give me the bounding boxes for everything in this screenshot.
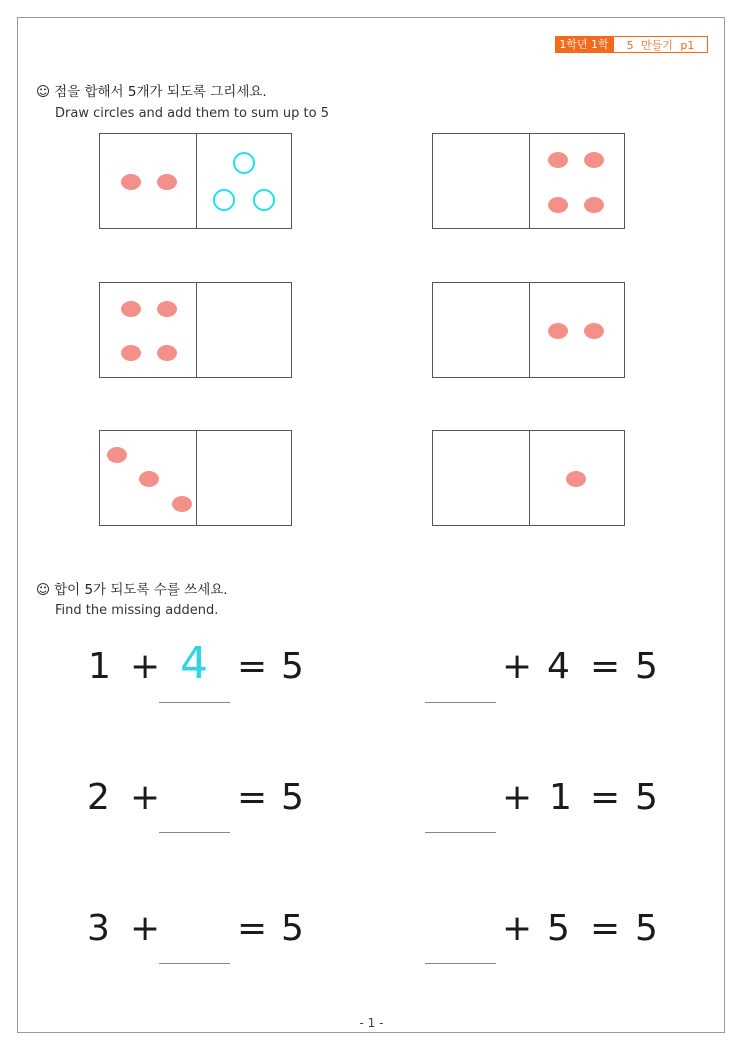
answer-blank[interactable] <box>425 832 496 833</box>
equals-sign: = <box>237 777 268 818</box>
domino-left-half <box>100 134 197 228</box>
dot <box>139 471 159 487</box>
worksheet-title: 5 만들기 p1 <box>613 36 708 53</box>
domino-6 <box>432 430 625 526</box>
domino-left-half <box>100 283 197 377</box>
dot <box>584 197 604 213</box>
dot <box>157 301 177 317</box>
answer-handwritten: 4 <box>180 638 208 689</box>
dot <box>584 323 604 339</box>
dot <box>107 447 127 463</box>
addend-b: 5 <box>547 908 570 949</box>
domino-1 <box>99 133 292 229</box>
equals-sign: = <box>237 646 268 687</box>
dot <box>157 345 177 361</box>
section1-title-ko: 점을 합해서 5개가 되도록 그리세요. <box>54 84 267 100</box>
answer-blank[interactable] <box>159 963 230 964</box>
equals-sign: = <box>590 646 621 687</box>
dot <box>121 301 141 317</box>
domino-left-half[interactable] <box>433 431 530 525</box>
page-number: - 1 - <box>359 1016 384 1030</box>
sum: 5 <box>635 646 658 687</box>
addend-a: 1 <box>88 646 111 687</box>
plus-sign: + <box>502 646 533 687</box>
dot <box>157 174 177 190</box>
answer-blank[interactable] <box>425 702 496 703</box>
dot <box>566 471 586 487</box>
equals-sign: = <box>237 908 268 949</box>
domino-right-half[interactable] <box>196 431 291 525</box>
domino-right-half <box>529 283 624 377</box>
domino-left-half[interactable] <box>433 283 530 377</box>
domino-5 <box>99 430 292 526</box>
smiley-icon: ☺ <box>36 582 51 598</box>
plus-sign: + <box>130 908 161 949</box>
dot <box>548 323 568 339</box>
domino-4 <box>432 282 625 378</box>
dot <box>548 152 568 168</box>
dot <box>121 174 141 190</box>
drawn-circle <box>253 189 275 211</box>
sum: 5 <box>281 908 304 949</box>
dot <box>121 345 141 361</box>
section2-title-ko: 합이 5가 되도록 수를 쓰세요. <box>54 582 228 598</box>
answer-blank[interactable] <box>159 832 230 833</box>
plus-sign: + <box>130 777 161 818</box>
dot <box>548 197 568 213</box>
drawn-circle <box>213 189 235 211</box>
addend-b: 1 <box>549 777 572 818</box>
domino-left-half[interactable] <box>433 134 530 228</box>
addend-a: 2 <box>87 777 110 818</box>
grade-label: 1학년 1학기 <box>555 36 613 53</box>
smiley-icon: ☺ <box>36 84 51 100</box>
domino-right-half <box>529 134 624 228</box>
dot <box>172 496 192 512</box>
drawn-circle <box>233 152 255 174</box>
sum: 5 <box>281 646 304 687</box>
section1-title <box>36 80 267 100</box>
equals-sign: = <box>590 777 621 818</box>
section1-subtitle: Draw circles and add them to sum up to 5 <box>55 106 329 121</box>
plus-sign: + <box>130 646 161 687</box>
answer-blank[interactable] <box>425 963 496 964</box>
dot <box>584 152 604 168</box>
sum: 5 <box>635 908 658 949</box>
plus-sign: + <box>502 908 533 949</box>
header-badge <box>555 36 708 68</box>
plus-sign: + <box>502 777 533 818</box>
domino-2 <box>432 133 625 229</box>
domino-right-half[interactable] <box>196 283 291 377</box>
domino-right-half <box>529 431 624 525</box>
equals-sign: = <box>590 908 621 949</box>
domino-left-half <box>100 431 197 525</box>
addend-b: 4 <box>547 646 570 687</box>
section2-subtitle: Find the missing addend. <box>55 603 219 618</box>
sum: 5 <box>281 777 304 818</box>
addend-a: 3 <box>87 908 110 949</box>
section2-title <box>36 578 228 598</box>
domino-right-half[interactable] <box>196 134 291 228</box>
answer-blank[interactable] <box>159 702 230 703</box>
domino-3 <box>99 282 292 378</box>
sum: 5 <box>635 777 658 818</box>
